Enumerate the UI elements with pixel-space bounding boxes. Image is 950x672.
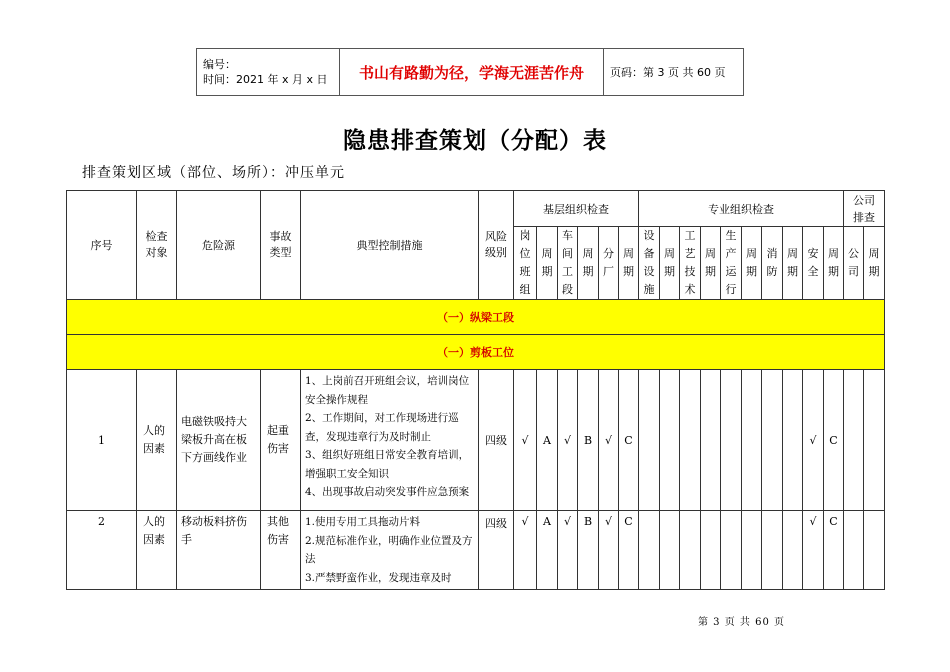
measure-line: 2.规范标准作业，明确作业位置及方法 <box>305 534 473 565</box>
cell-check <box>639 370 660 511</box>
header-meta <box>197 49 340 96</box>
cell-seq: 2 <box>67 511 137 590</box>
cell-check: √ <box>558 511 578 590</box>
cell-check <box>844 370 864 511</box>
col-group-company: 公司排查 <box>844 191 885 227</box>
col-seq: 序号 <box>67 191 137 300</box>
cell-check: C <box>824 370 844 511</box>
area-label: 排查策划区域（部位、场所）：冲压单元 <box>82 165 345 181</box>
table-row <box>67 511 885 590</box>
section-title: （一）纵梁工段 <box>67 300 885 335</box>
sub-header: 周期 <box>619 227 639 300</box>
cell-check: B <box>578 370 599 511</box>
cell-check: √ <box>803 370 824 511</box>
cell-hazard: 电磁铁吸持大梁板升高在板下方画线作业 <box>177 370 261 511</box>
col-accident: 事故类型 <box>261 191 301 300</box>
sub-header: 工艺技术 <box>680 227 701 300</box>
page-footer: 第 3 页 共 60 页 <box>698 617 785 628</box>
measure-line: 1.使用专用工具拖动片料 <box>305 516 421 528</box>
cell-check <box>864 370 885 511</box>
sub-header: 周期 <box>701 227 721 300</box>
measure-line: 1、上岗前召开班组会议，培训岗位安全操作规程 <box>305 375 470 406</box>
cell-measures <box>301 511 479 590</box>
col-object: 检查对象 <box>137 191 177 300</box>
motto: 书山有路勤为径，学海无涯苦作舟 <box>340 49 604 96</box>
col-risk: 风险级别 <box>479 191 514 300</box>
cell-check <box>680 370 701 511</box>
cell-check: B <box>578 511 599 590</box>
cell-check <box>721 511 742 590</box>
cell-check <box>844 511 864 590</box>
cell-object: 人的因素 <box>137 511 177 590</box>
cell-object: 人的因素 <box>137 370 177 511</box>
sub-header: 周期 <box>660 227 680 300</box>
sub-header: 周期 <box>537 227 558 300</box>
cell-check <box>721 370 742 511</box>
cell-check: A <box>537 370 558 511</box>
sub-header: 车间工段 <box>558 227 578 300</box>
cell-accident: 起重伤害 <box>261 370 301 511</box>
cell-check <box>783 370 803 511</box>
sub-header: 公司 <box>844 227 864 300</box>
cell-check: √ <box>803 511 824 590</box>
cell-check <box>701 370 721 511</box>
cell-check: C <box>619 370 639 511</box>
measure-line: 3.严禁野蛮作业，发现违章及时 <box>305 571 452 584</box>
number-label: 编号： <box>203 58 236 71</box>
cell-check: √ <box>514 370 537 511</box>
cell-hazard: 移动板料挤伤手 <box>177 511 261 590</box>
section-row <box>67 300 885 335</box>
cell-check: √ <box>558 370 578 511</box>
cell-check <box>783 511 803 590</box>
page-info: 页码：第 3 页 共 60 页 <box>604 49 744 96</box>
cell-check: √ <box>599 370 619 511</box>
cell-check <box>639 511 660 590</box>
cell-risk: 四级 <box>479 370 514 511</box>
sub-header: 周期 <box>824 227 844 300</box>
section-title: （一）剪板工位 <box>67 335 885 370</box>
measure-line: 2、工作期间，对工作现场进行巡查，发现违章行为及时制止 <box>305 412 459 443</box>
cell-check <box>701 511 721 590</box>
sub-header: 周期 <box>578 227 599 300</box>
sub-header: 消防 <box>762 227 783 300</box>
cell-risk: 四级 <box>479 511 514 590</box>
sub-header: 岗位班组 <box>514 227 537 300</box>
cell-check: C <box>824 511 844 590</box>
table-row <box>67 370 885 511</box>
time-label: 时间：2021 年 x 月 x 日 <box>203 73 328 86</box>
section-row <box>67 335 885 370</box>
col-hazard: 危险源 <box>177 191 261 300</box>
sub-header: 周期 <box>783 227 803 300</box>
col-group-pro: 专业组织检查 <box>639 191 844 227</box>
sub-header: 安全 <box>803 227 824 300</box>
cell-check <box>742 370 762 511</box>
cell-accident: 其他伤害 <box>261 511 301 590</box>
cell-check: √ <box>514 511 537 590</box>
cell-check <box>680 511 701 590</box>
cell-check <box>762 370 783 511</box>
cell-check <box>660 370 680 511</box>
col-group-basic: 基层组织检查 <box>514 191 639 227</box>
header-box <box>196 48 744 96</box>
cell-check: √ <box>599 511 619 590</box>
col-measures: 典型控制措施 <box>301 191 479 300</box>
sub-header: 周期 <box>864 227 885 300</box>
sub-header: 周期 <box>742 227 762 300</box>
sub-header: 分厂 <box>599 227 619 300</box>
cell-check <box>762 511 783 590</box>
measure-line: 3、组织好班组日常安全教育培训，增强职工安全知识 <box>305 449 470 480</box>
cell-check <box>660 511 680 590</box>
cell-check: C <box>619 511 639 590</box>
cell-check: A <box>537 511 558 590</box>
cell-measures <box>301 370 479 511</box>
document-title: 隐患排查策划（分配）表 <box>343 127 607 154</box>
sub-header: 生产运行 <box>721 227 742 300</box>
sub-header: 设备设施 <box>639 227 660 300</box>
measure-line: 4、出现事故启动突发事件应急预案 <box>305 486 470 498</box>
cell-check <box>742 511 762 590</box>
hazard-table <box>66 190 885 590</box>
header-row-1 <box>67 191 885 227</box>
cell-seq: 1 <box>67 370 137 511</box>
cell-check <box>864 511 885 590</box>
